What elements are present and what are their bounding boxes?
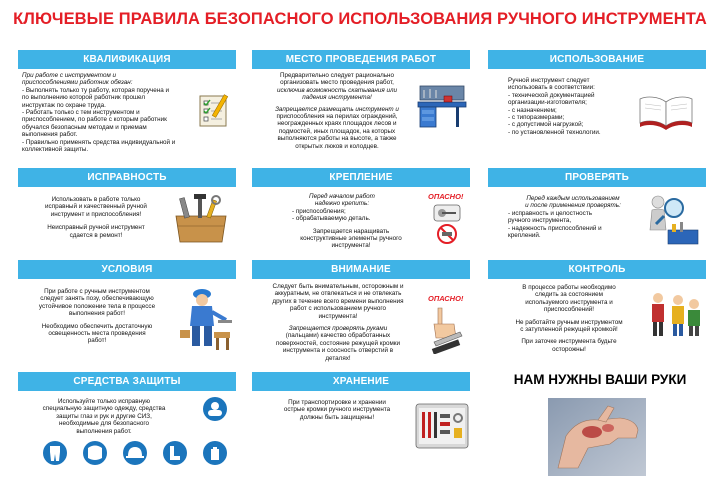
storage-text: При транспортировке и хранении острые кромки ручного инструмента должны быть защищены! <box>283 399 391 421</box>
worker-sawing-icon <box>178 284 234 354</box>
storage-header: ХРАНЕНИЕ <box>252 372 470 391</box>
hands-slogan: НАМ НУЖНЫ ВАШИ РУКИ <box>513 372 687 387</box>
card-attention <box>252 260 470 366</box>
goggles-sign-icon <box>202 396 228 422</box>
usage-header: ИСПОЛЬЗОВАНИЕ <box>488 50 706 69</box>
protection-header: СРЕДСТВА ЗАЩИТЫ <box>18 372 236 391</box>
card-check <box>488 168 706 268</box>
attention-header: ВНИМАНИЕ <box>252 260 470 279</box>
workplace-header: МЕСТО ПРОВЕДЕНИЯ РАБОТ <box>252 50 470 69</box>
workers-group-icon <box>646 290 704 340</box>
card-fastening <box>252 168 470 268</box>
fastening-text: Перед началом работ надежно крепить: - приспособления; - обрабатываемую деталь. Запрещается наращивать конструктивные элементы ручного инструмента! <box>292 193 402 250</box>
tool-case-icon <box>414 400 470 452</box>
poster-title: КЛЮЧЕВЫЕ ПРАВИЛА БЕЗОПАСНОГО ИСПОЛЬЗОВАНИЯ РУЧНОГО ИНСТРУМЕНТА <box>13 10 707 28</box>
control-header: КОНТРОЛЬ <box>488 260 706 279</box>
card-workplace <box>252 50 470 150</box>
open-book-icon <box>636 90 696 130</box>
usage-text: Ручной инструмент следует использовать в соответствии: - технической документацией организации-изготовителя; - с назначением; - с типоразмерами; - с допустимой нагрузкой; - по установленной технологии. <box>508 77 601 136</box>
serviceability-header: ИСПРАВНОСТЬ <box>18 168 236 187</box>
control-text: В процессе работы необходимо следить за состоянием используемого инструмента и приспособлений! Не работайте ручным инструментом с затупленной режущей кромкой! При заточке инструмента будьте осторожны! <box>515 284 623 353</box>
injured-hand-photo <box>548 398 646 476</box>
check-header: ПРОВЕРЯТЬ <box>488 168 706 187</box>
fastening-header: КРЕПЛЕНИЕ <box>252 168 470 187</box>
qualification-text: При работе с инструментом и приспособлениями работник обязан: - Выполнять только ту работу, которая поручена и по выполнению которой работник прошел инструктаж по охране труда. - Работать только с тем инструментом и приспособлением, по работе с которым работник обучался безопасным методам и приемам выполнения работ. - Правильно применять средства индивидуальной и коллективной защиты. <box>22 72 176 154</box>
workplace-text: Предварительно следует рационально организовать место проведения работ, исключив возможность скатывания или падения инструмента! Запрещается размещать инструмент и приспособления на перилах ограждений, неогражденных краях площадок лесов и подмостей, иных площадок, на которых выполняются работы на высоте, а также открытых люков и колодцев. <box>275 72 399 150</box>
attention-danger-label: ОПАСНО! <box>428 294 464 303</box>
magnifier-figure-icon <box>640 190 702 250</box>
card-qualification <box>18 50 236 154</box>
overalls-sign-icon <box>42 440 68 466</box>
card-protection <box>18 372 236 472</box>
toolbox-icon <box>170 192 232 246</box>
check-text: Перед каждым использованием и после применения проверять: - исправность и целостность ручного инструмента, - надежность приспособлений и креплений. <box>508 195 621 240</box>
fastening-danger-label: ОПАСНО! <box>428 192 464 201</box>
card-usage <box>488 50 706 150</box>
workbench-icon <box>416 78 470 132</box>
protection-text: Используйте только исправную специальную защитную одежду, средства защиты глаз и рук и другие СИЗ, необходимые для безопасного выполнения работ. <box>42 398 166 435</box>
helmet-sign-icon <box>122 440 148 466</box>
hand-blade-icon <box>428 304 466 354</box>
qualification-header: КВАЛИФИКАЦИЯ <box>18 50 236 69</box>
conditions-header: УСЛОВИЯ <box>18 260 236 279</box>
attention-text: Следует быть внимательным, осторожным и аккуратным, не отвлекаться и не отвлекать других в течение всего времени выполнения работ с использованием ручного инструмента! Запрещается проверять руками (пальцами) качество обработанных поверхностей, состояние режущей кромки инструмента и соосность отверстий в деталях! <box>272 283 404 362</box>
boots-sign-icon <box>162 440 188 466</box>
gloves-sign-icon <box>202 440 228 466</box>
conditions-text: При работе с ручным инструментом следует занять позу, обеспечивающую устойчивое положение тела в процессе выполнения работ! Необходимо обеспечить достаточную освещенность места проведения работ! <box>38 288 156 345</box>
card-conditions <box>18 260 236 366</box>
serviceability-text: Использовать в работе только исправный и качественный ручной инструмент и приспособления! Неисправный ручной инструмент сдается в ремонт! <box>45 196 147 239</box>
card-control <box>488 260 706 366</box>
face-shield-sign-icon <box>82 440 108 466</box>
card-serviceability <box>18 168 236 268</box>
clamp-prohibition-icon <box>430 202 464 246</box>
card-storage <box>252 372 470 472</box>
checklist-pencil-icon <box>194 90 234 130</box>
